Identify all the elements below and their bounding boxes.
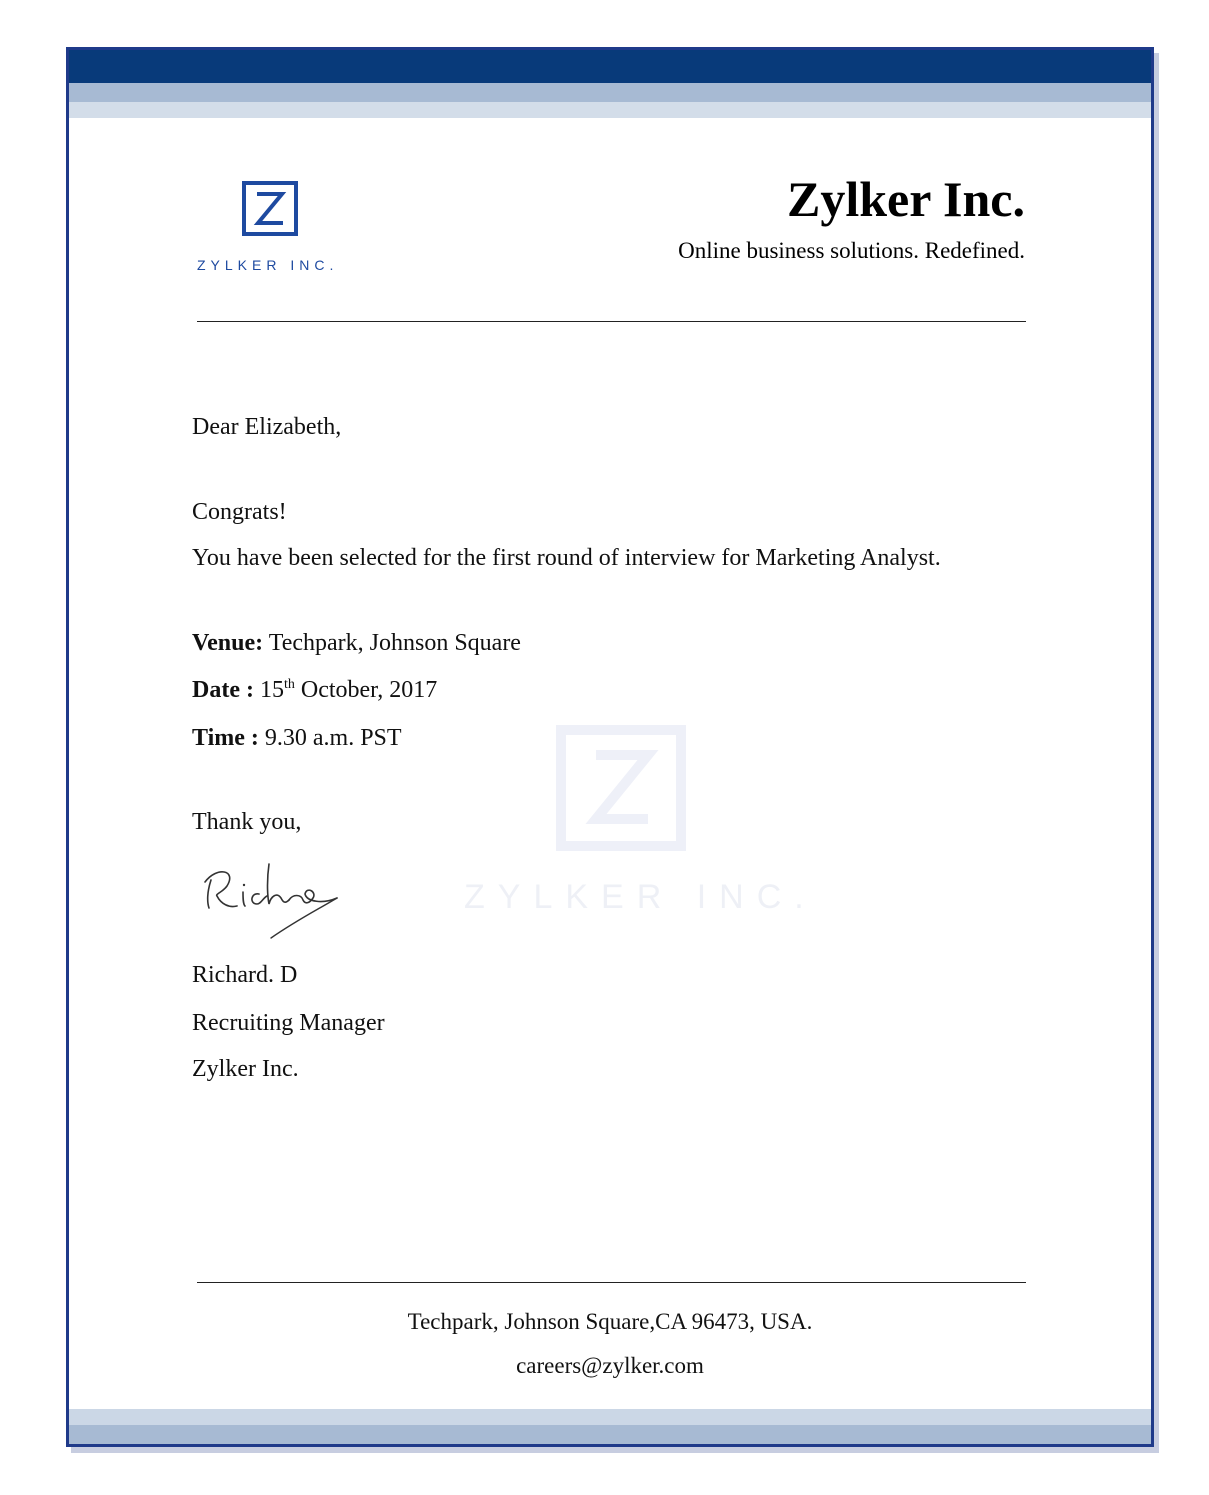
salutation: Dear Elizabeth, [192,414,342,440]
signer-company: Zylker Inc. [192,1056,299,1082]
signer-title: Recruiting Manager [192,1010,385,1036]
venue-value: Techpark, Johnson Square [268,630,521,656]
footer-email: careers@zylker.com [516,1353,704,1378]
footer-band-light [69,1409,1151,1425]
header-divider [197,321,1026,322]
time-line [192,725,402,752]
company-name: Zylker Inc. [787,171,1025,227]
date-day: 15 [259,677,284,703]
tagline: Online business solutions. Redefined. [678,238,1025,263]
zylker-logo-icon [242,181,298,236]
signature [197,858,357,948]
header-band-mid [69,83,1151,102]
venue-line [192,630,521,657]
header-band-dark [69,50,1151,83]
letter-page [66,47,1154,1447]
closing: Thank you, [192,809,302,835]
venue-label: Venue: [192,630,264,656]
footer-band-mid [69,1425,1151,1444]
watermark-text: ZYLKER INC. [464,878,817,916]
signer-name: Richard. D [192,962,298,988]
header-band-light [69,102,1151,118]
time-value: 9.30 a.m. PST [264,725,402,751]
date-suffix: th [283,677,295,692]
congrats-line: Congrats! [192,499,287,525]
time-label: Time : [192,725,259,751]
letter-body: You have been selected for the first round of interview for Marketing Analyst. [192,545,941,571]
watermark-logo-icon [556,725,686,851]
date-label: Date : [192,677,254,703]
footer-address: Techpark, Johnson Square,CA 96473, USA. [407,1309,813,1334]
date-line [192,677,437,704]
logo-text: ZYLKER INC. [197,257,339,273]
date-rest: October, 2017 [300,677,438,703]
footer-divider [197,1282,1026,1283]
